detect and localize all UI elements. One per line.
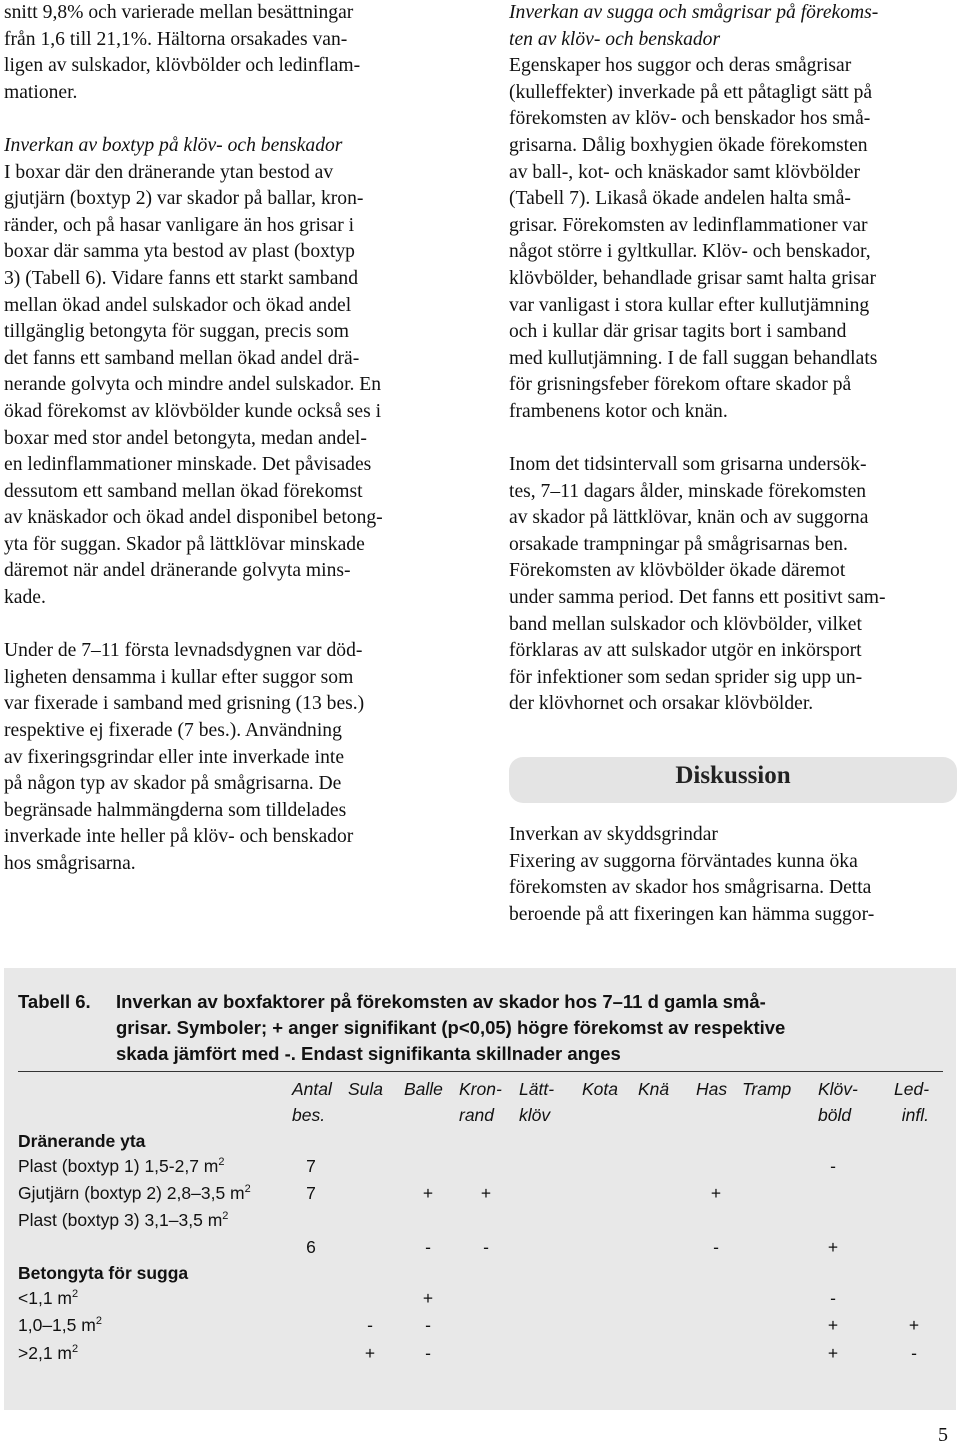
subheading-sugga: Inverkan av sugga och smågrisar på förekoms- ten av klöv- och benskador	[509, 2, 879, 50]
column-header: Knä	[638, 1079, 670, 1099]
table-cell: +	[480, 1183, 492, 1203]
column-header: Led- infl.	[894, 1079, 930, 1125]
table-cell: +	[710, 1183, 722, 1203]
table-cell: -	[425, 1315, 431, 1335]
column-header: Sula	[348, 1079, 384, 1099]
paragraph: snitt 9,8% och varierade mellan besättningar från 1,6 till 21,1%. Hältorna orsakades van- ligen av sulskador, klövbölder och ledinflam- mationer.	[4, 2, 361, 103]
section-title: Diskussion	[675, 762, 791, 789]
subheading-boxtyp: Inverkan av boxtyp på klöv- och benskador	[4, 134, 343, 156]
column-header: Klöv- böld	[818, 1079, 858, 1125]
table-cell: -	[425, 1237, 431, 1257]
row-label: Plast (boxtyp 3) 3,1–3,5 $m^2$	[18, 1210, 229, 1230]
column-header: Antal bes.	[292, 1079, 332, 1125]
paragraph: Under de 7–11 första levnadsdygnen var död- ligheten densamma i kullar efter suggor som var fixerade i samband med grisning (13 bes.) respektive ej fixerade (7 bes.). Användning av fixeringsgrindar eller inte inverkade inte på någon typ av skador på smågrisarna. De begränsade halmmängderna som tilldelades inverkade inte heller på klöv- och benskador hos smågrisarna.	[4, 640, 365, 874]
row-group-title: Betongyta för sugga	[18, 1263, 189, 1283]
row-label: >2,1 $m^2$	[18, 1343, 79, 1363]
paragraph: I boxar där den dränerande ytan bestod av gjutjärn (boxtyp 2) var skador på ballar, kron- ränder, och på hasar vanligare än hos grisar i boxar där samma yta bestod av plast (boxtyp 3) (Tabell 6). Vidare fanns ett starkt samband mellan ökad andel sulskador och ökad andel tillgänglig betongyta för suggan, precis som det fanns ett samband mellan ökad andel drä- nerande golvyta och mindre andel sulskador. En ökad förekomst av klövbölder kunde också ses i boxar med stor andel betongyta, medan andel- en ledinflammationer minskade. Det påvisades dessutom ett samband mellan ökad förekomst av knäskador och ökad andel disponibel betong- yta för suggan. Skador på lättklövar minskade däremot när andel dränerande golvyta mins- kade.	[4, 161, 383, 609]
table-cell: -	[483, 1237, 489, 1257]
row-label: Gjutjärn (boxtyp 2) 2,8–3,5 $m^2$	[18, 1183, 251, 1203]
table-cell: +	[364, 1343, 376, 1363]
paragraph: Inom det tidsintervall som grisarna undersök- tes, 7–11 dagars ålder, minskade förekomsten av skador på lättklövar, knän och av suggorna orsakade trampningar på smågrisarnas ben. Förekomsten av klövbölder ökade däremot under samma period. Det fanns ett positivt sam- band mellan sulskador och klövbölder, vilket förklaras av att sulskador utgör en inkörsport för infektioner som sedan sprider sig upp un- der klövhornet och orsakar klövbölder.	[509, 454, 886, 715]
table-cell: -	[425, 1343, 431, 1363]
left-column	[4, 0, 456, 878]
section-heading-box	[509, 757, 957, 803]
column-header: Lätt- klöv	[519, 1079, 555, 1125]
row-label: Plast (boxtyp 1) 1,5-2,7 $m^2$	[18, 1156, 225, 1176]
table-cell: 7	[306, 1156, 316, 1176]
column-header: Kron- rand	[459, 1079, 502, 1125]
table-cell: -	[830, 1156, 836, 1176]
table-cell: +	[422, 1288, 434, 1308]
table-cell: -	[830, 1288, 836, 1308]
column-header: Has	[696, 1079, 728, 1099]
table-caption: Tabell 6. Inverkan av boxfaktorer på förekomsten av skador hos 7–11 d gamla små- grisar. Symboler; + anger signifikant (p<0,05) högre förekomst av respektive skada jämfört med -. Endast signifikanta skillnader anges	[18, 991, 786, 1064]
row-label: 1,0–1,5 $m^2$	[18, 1315, 102, 1335]
table-rule	[18, 1071, 943, 1072]
table-cell: -	[713, 1237, 719, 1257]
subheading-skydd: Inverkan av skyddsgrindar	[509, 824, 718, 845]
table-cell: +	[908, 1315, 920, 1335]
table-cell: -	[367, 1315, 373, 1335]
table-cell: +	[827, 1237, 839, 1257]
column-header: Balle	[404, 1079, 443, 1099]
table-cell: -	[911, 1343, 917, 1363]
table-6	[4, 968, 956, 1410]
table-label: Tabell 6.	[18, 991, 91, 1012]
column-header: Kota	[582, 1079, 618, 1099]
discussion-text: Inverkan av skyddsgrindar Fixering av suggorna förväntades kunna öka förekomsten av skador hos smågrisarna. Detta beroende på att fixeringen kan hämma suggor-	[509, 822, 957, 928]
paragraph: Egenskaper hos suggor och deras smågrisar (kulleffekter) inverkade på ett påtagligt sätt på förekomsten av klöv- och benskador hos små- grisarna. Dålig boxhygien ökade förekomsten av ball-, kot- och knäskador samt klövbölder (Tabell 7). Likaså ökade andelen halta små- grisar. Förekomsten av ledinflammationer var något större i gyltkullar. Klöv- och benskador, klövbölder, behandlade grisar samt halta grisar var vanligast i stora kullar efter kullutjämning och i kullar där grisar tagits bort i samband med kullutjämning. I de fall suggan behandlats för grisningsfeber förekom oftare skador på frambenens kotor och knän.	[509, 55, 878, 422]
table-cell: 6	[306, 1237, 316, 1257]
table-cell: +	[422, 1183, 434, 1203]
table-cell: +	[827, 1315, 839, 1335]
page-number: 5	[938, 1424, 948, 1446]
column-header: Tramp	[742, 1079, 792, 1099]
table-cell: +	[827, 1343, 839, 1363]
row-label: <1,1 $m^2$	[18, 1288, 79, 1308]
table-cell: 7	[306, 1183, 316, 1203]
row-group-title: Dränerande yta	[18, 1131, 146, 1151]
right-column	[509, 0, 957, 718]
